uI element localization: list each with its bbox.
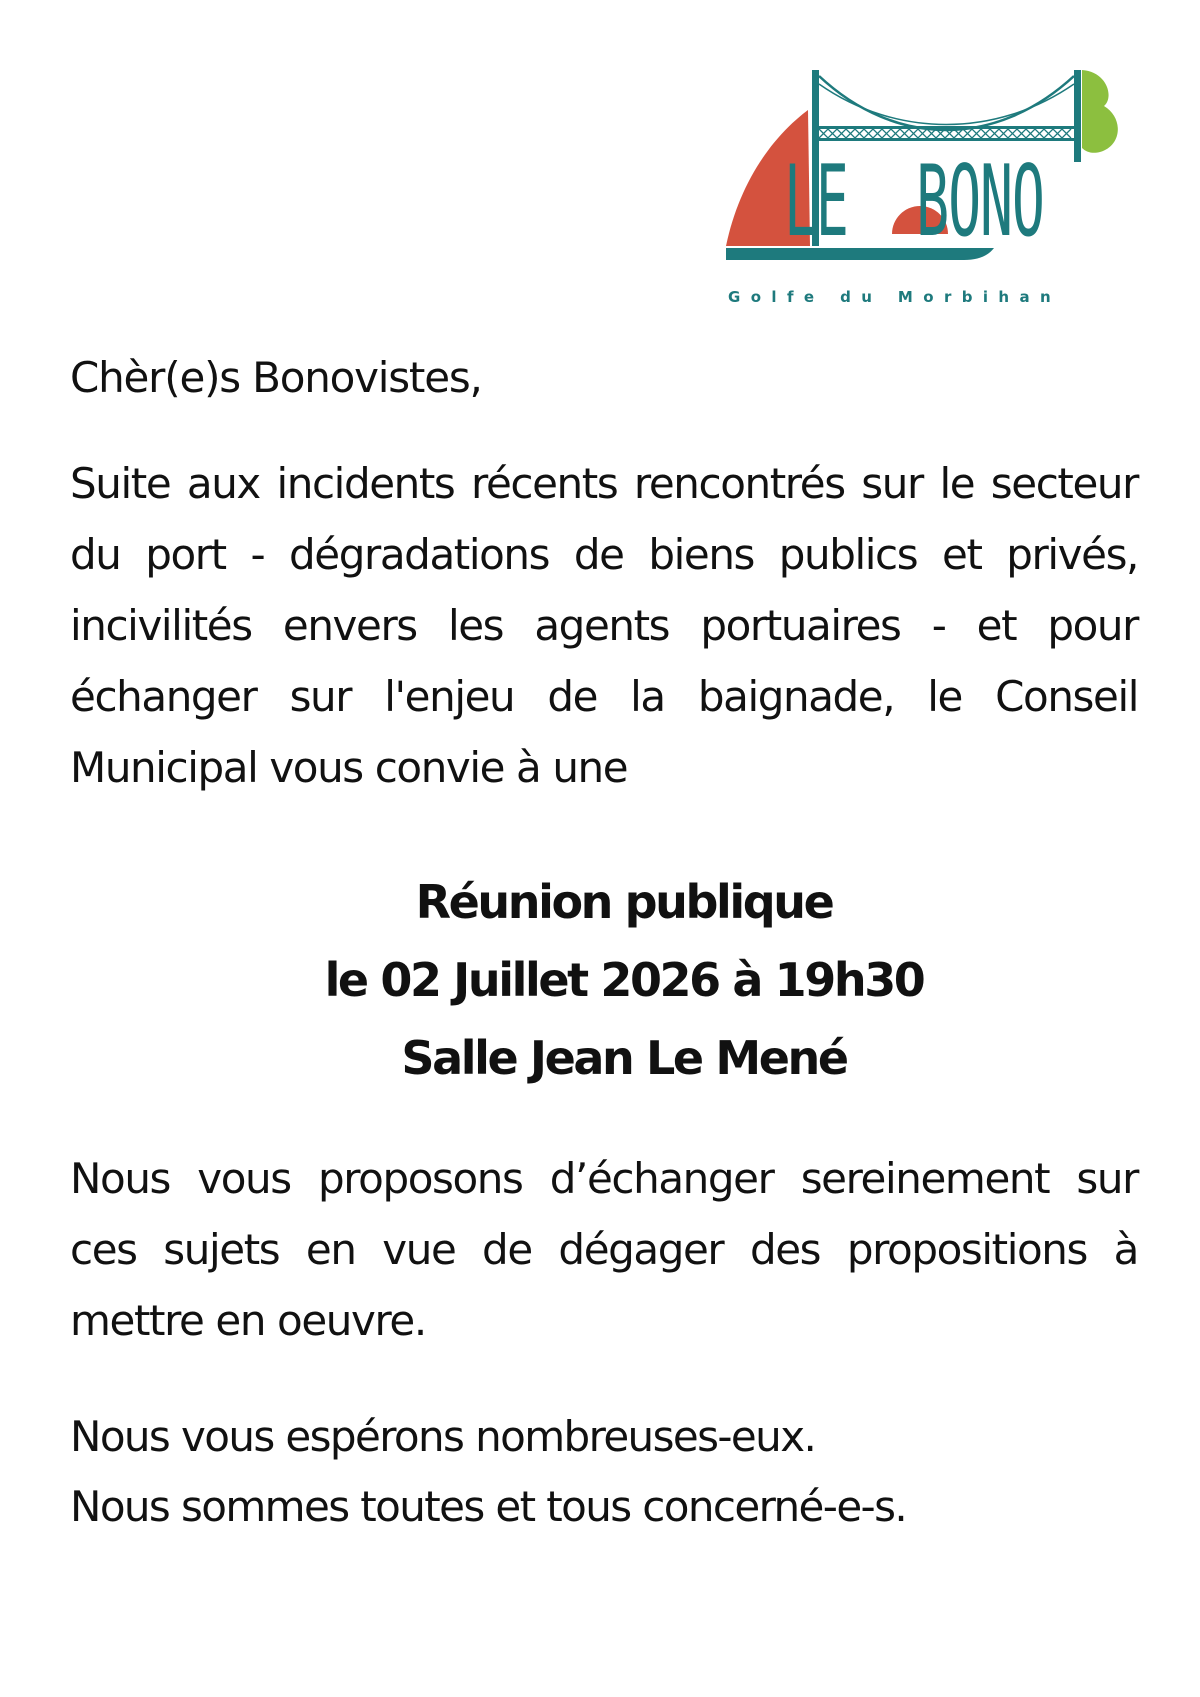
event-details: [70, 863, 1138, 1097]
logo-title-le: LE: [784, 145, 848, 259]
closing-line: Nous vous espérons nombreuses-eux.: [70, 1412, 816, 1461]
closing-line: Nous sommes toutes et tous concerné-e-s.: [70, 1482, 907, 1531]
logo-title-bono: BONO: [916, 145, 1044, 259]
tree-icon: [1082, 70, 1118, 153]
event-title: Réunion publique: [415, 875, 833, 929]
letter-body: [70, 350, 1138, 1542]
intro-paragraph: Suite aux incidents récents rencontrés sur le secteur du port - dégradations de biens publics et privés, incivilités envers les agents portuaires - et pour échanger sur l'enjeu de la baignade, le Conseil Municipal vous convie à une: [70, 459, 1138, 792]
greeting: Chèr(e)s Bonovistes,: [70, 353, 482, 402]
event-place: Salle Jean Le Mené: [401, 1031, 847, 1085]
proposal-paragraph: Nous vous proposons d’échanger sereinement sur ces sujets en vue de dégager des propositions à mettre en oeuvre.: [70, 1154, 1138, 1345]
bridge-tower-right: [1074, 70, 1081, 162]
le-bono-logo: [726, 68, 1146, 308]
logo-tagline: Golfe du Morbihan: [728, 288, 1062, 306]
logo-title: [784, 145, 1044, 259]
event-date: le 02 Juillet 2026 à 19h30: [324, 953, 924, 1007]
closing-lines: [70, 1402, 1138, 1542]
